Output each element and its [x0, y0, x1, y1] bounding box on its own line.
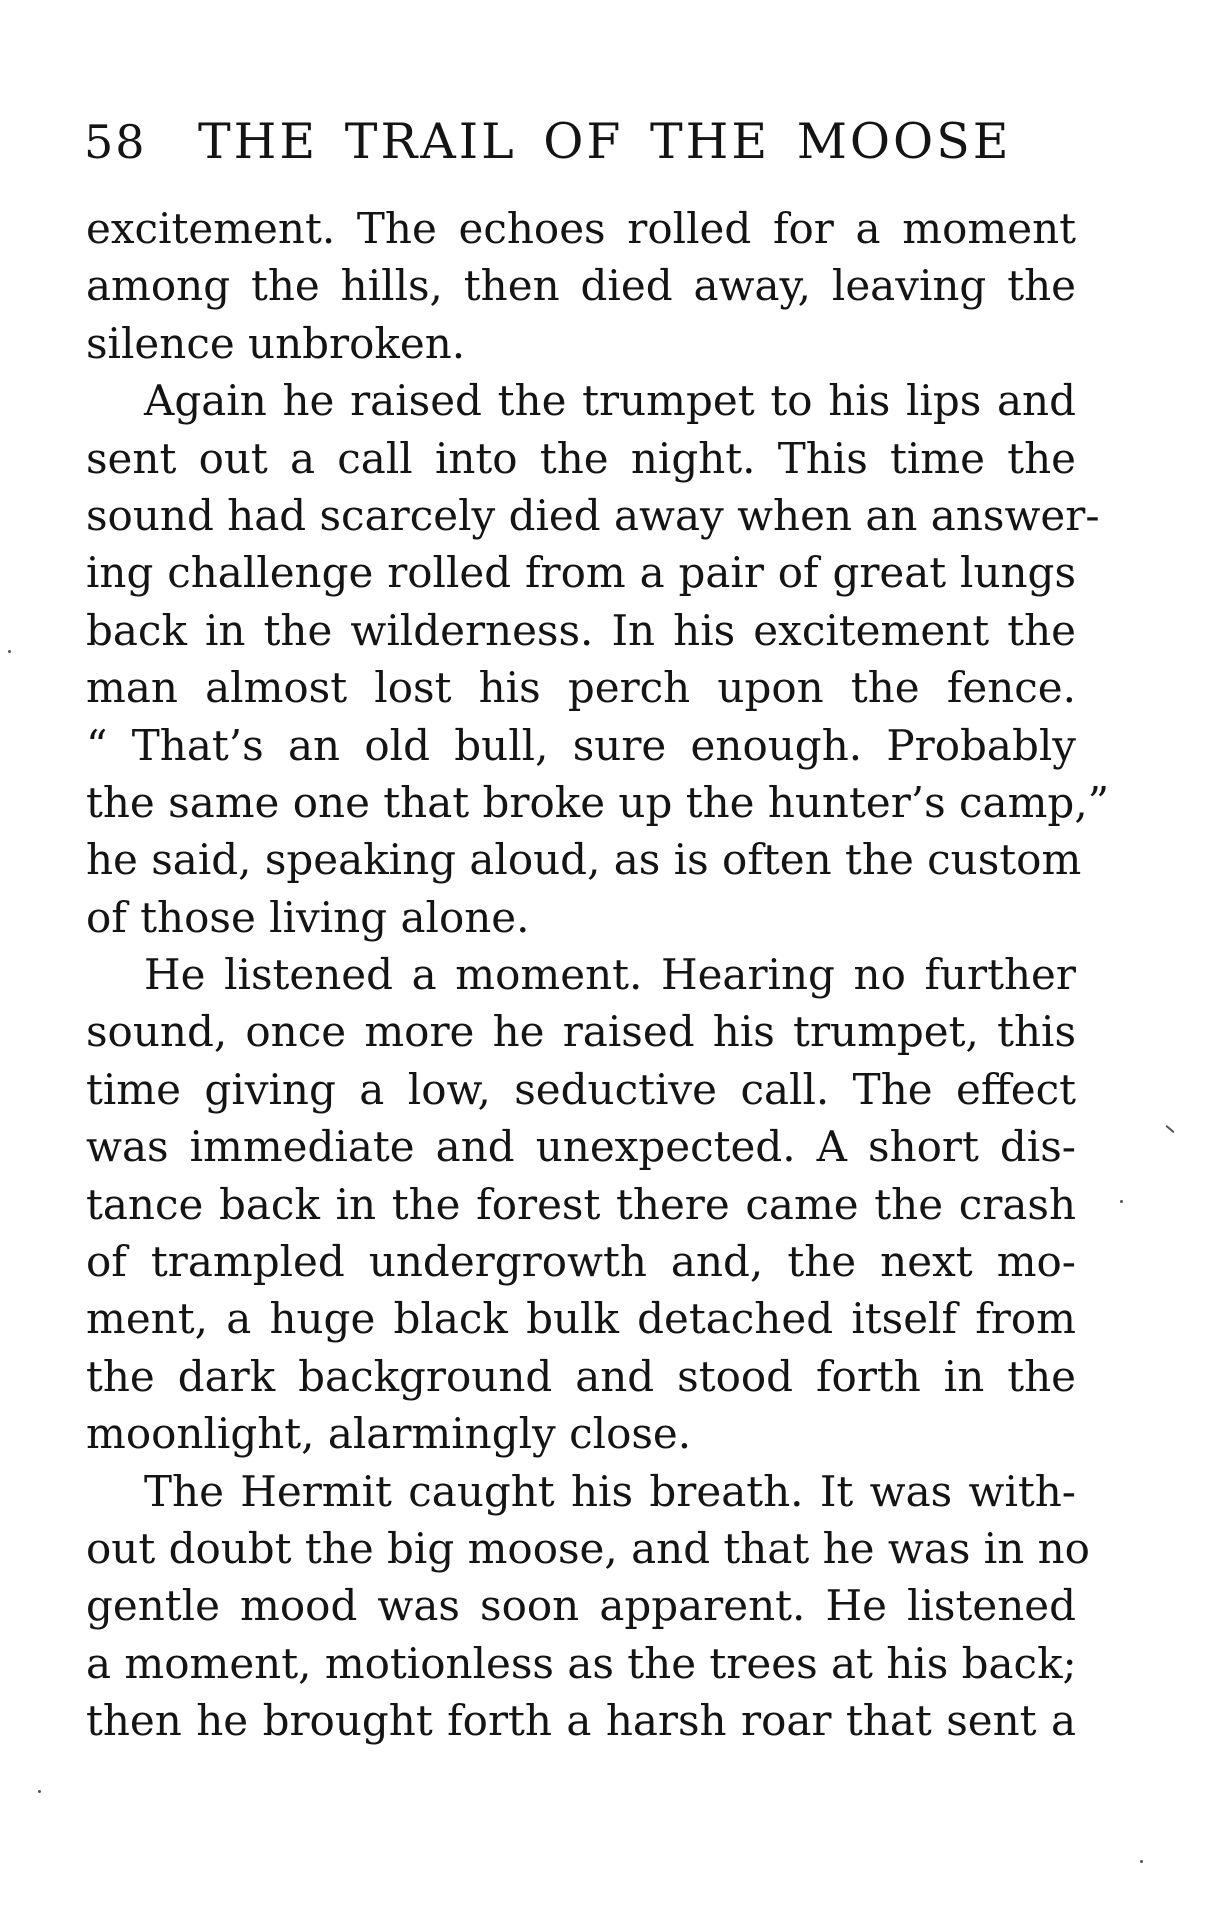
text-line: back in the wilderness. In his excitement the: [86, 605, 1076, 655]
text-line: then he brought forth a harsh roar that sent a: [86, 1696, 1076, 1746]
text-line: excitement. The echoes rolled for a moment: [86, 204, 1076, 253]
paragraph: [86, 200, 1076, 372]
text-line: tance back in the forest there came the crash: [86, 1179, 1076, 1229]
body-text: [86, 200, 1110, 1750]
scan-speck: [8, 650, 11, 653]
paragraph: [86, 946, 1076, 1463]
scan-speck: [1166, 1125, 1175, 1133]
text-line: of those living alone.: [86, 892, 530, 942]
text-line: sound, once more he raised his trumpet, this: [86, 1007, 1076, 1057]
text-line: of trampled undergrowth and, the next mo-: [86, 1237, 1076, 1287]
text-line: was immediate and unexpected. A short dis-: [86, 1122, 1076, 1172]
text-line: He listened a moment. Hearing no further: [144, 950, 1076, 1000]
running-title: THE TRAIL OF THE MOOSE: [198, 113, 1012, 170]
text-line: man almost lost his perch upon the fence.: [86, 663, 1076, 713]
text-line: The Hermit caught his breath. It was with-: [144, 1466, 1076, 1516]
scan-speck: [1120, 1200, 1123, 1203]
page-header: [84, 112, 1084, 172]
text-line: the same one that broke up the hunter’s camp,”: [86, 777, 1110, 827]
text-line: ing challenge rolled from a pair of great lungs: [86, 548, 1076, 598]
text-line: ment, a huge black bulk detached itself from: [86, 1294, 1076, 1344]
scan-speck: [38, 1790, 41, 1793]
text-line: gentle mood was soon apparent. He listened: [86, 1581, 1076, 1631]
text-line: moonlight, alarmingly close.: [86, 1409, 692, 1459]
text-line: sent out a call into the night. This time the: [86, 433, 1076, 483]
paragraph: [86, 1463, 1090, 1750]
text-line: out doubt the big moose, and that he was in no: [86, 1523, 1090, 1573]
scan-speck: [1140, 1860, 1143, 1863]
text-line: among the hills, then died away, leaving the: [86, 261, 1076, 311]
text-line: “ That’s an old bull, sure enough. Probably: [86, 720, 1076, 770]
text-line: a moment, motionless as the trees at his back;: [86, 1638, 1077, 1688]
text-line: sound had scarcely died away when an answer-: [86, 490, 1100, 540]
text-line: Again he raised the trumpet to his lips and: [144, 376, 1076, 426]
text-line: the dark background and stood forth in the: [86, 1351, 1076, 1401]
page-number: 58: [84, 115, 147, 169]
paragraph: [86, 372, 1110, 946]
text-line: he said, speaking aloud, as is often the custom: [86, 835, 1082, 885]
text-line: time giving a low, seductive call. The effect: [86, 1064, 1076, 1114]
text-line: silence unbroken.: [86, 318, 466, 368]
